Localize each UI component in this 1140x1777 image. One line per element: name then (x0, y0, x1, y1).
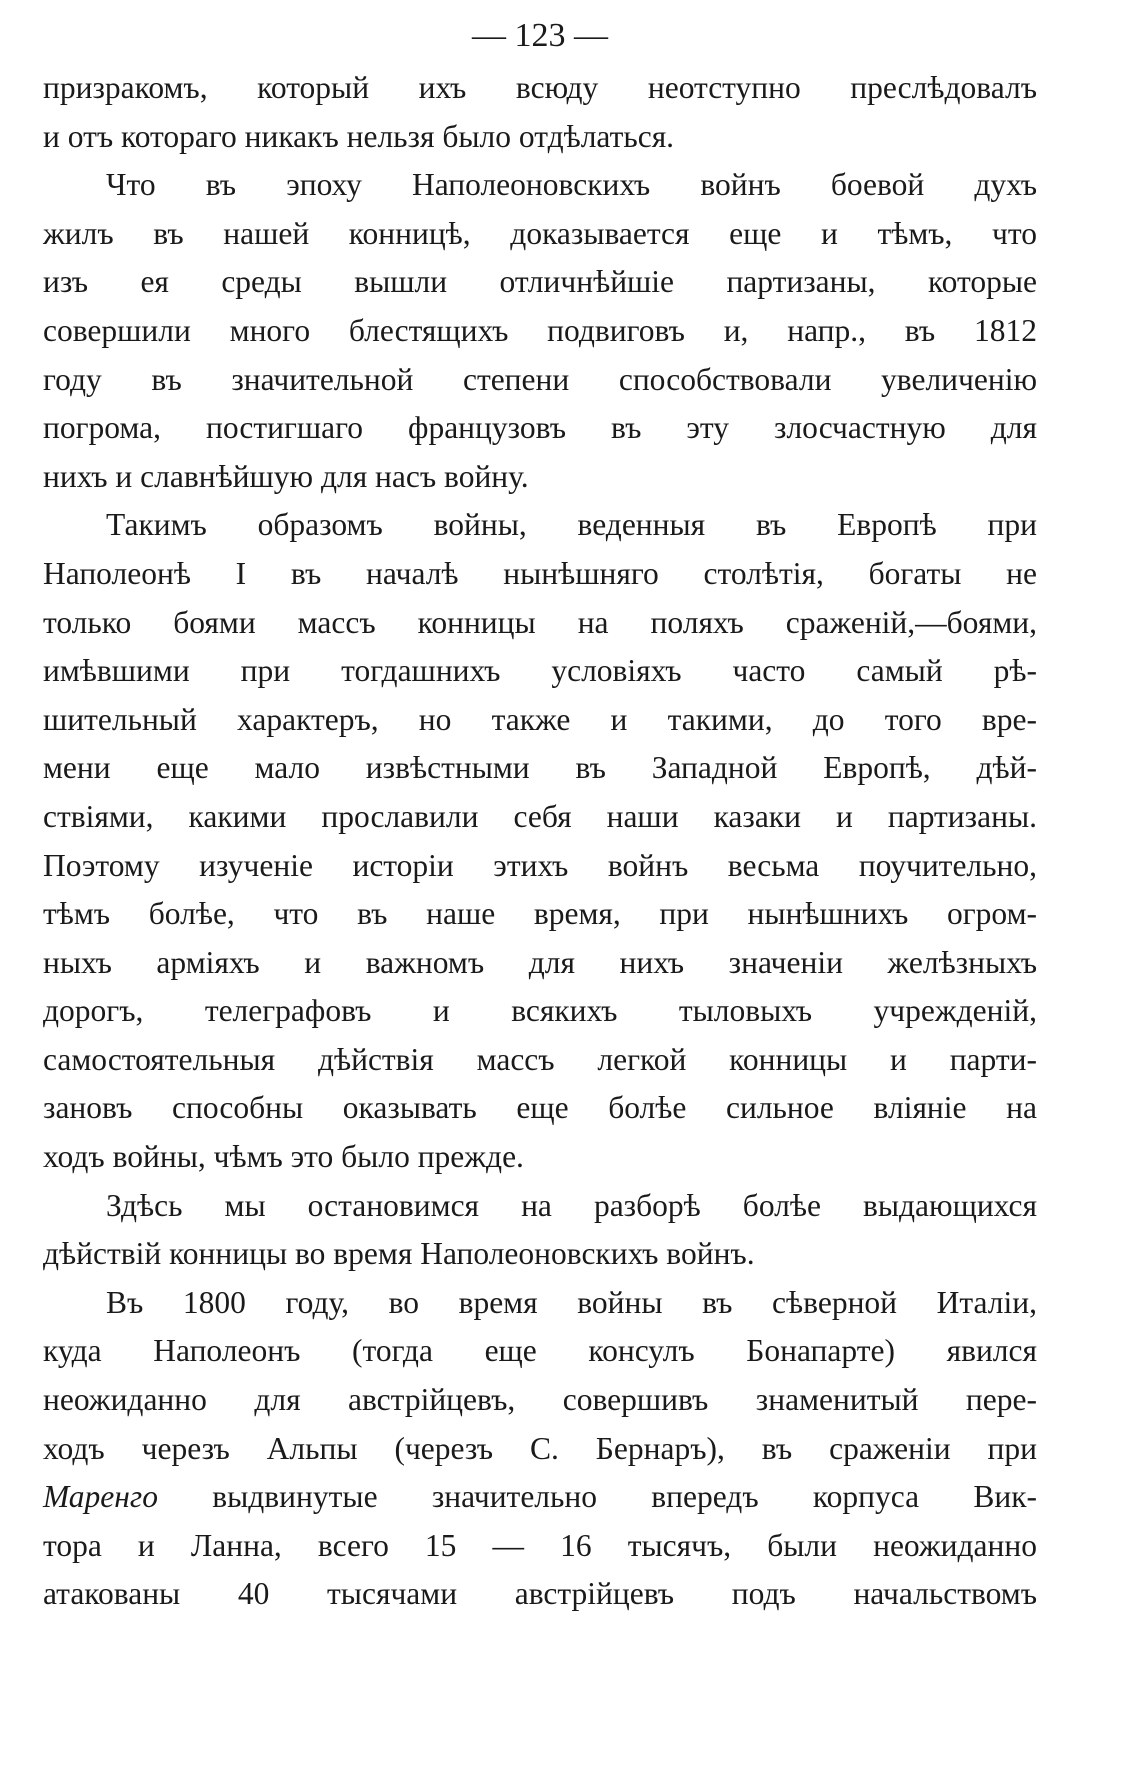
text-line: только боями массъ конницы на поляхъ сраженій,—боями, (43, 604, 1037, 640)
text-line: имѣвшими при тогдашнихъ условіяхъ часто самый рѣ- (43, 653, 1037, 689)
text-line: дѣйствій конницы во время Наполеоновскихъ войнъ. (43, 1236, 755, 1272)
paragraph-5 (43, 1279, 1037, 1619)
text-line: жилъ въ нашей конницѣ, доказывается еще и тѣмъ, что (43, 215, 1037, 251)
italic-place-name: Маренго (43, 1479, 158, 1515)
paragraph-4 (43, 1182, 1037, 1279)
page-number: — 123 — (472, 17, 608, 54)
text-line: ходъ войны, чѣмъ это было прежде. (43, 1139, 524, 1175)
text-line: зановъ способны оказывать еще болѣе сильное вліяніе на (43, 1090, 1037, 1126)
text-line: шительный характеръ, но также и такими, до того вре- (43, 701, 1037, 737)
text-line: Поэтому изученіе исторіи этихъ войнъ весьма поучительно, (43, 847, 1037, 883)
text-line: нихъ и славнѣйшую для насъ войну. (43, 458, 529, 494)
text-line: погрома, постигшаго французовъ въ эту злосчастную для (43, 410, 1037, 446)
text-line: изъ ея среды вышли отличнѣйшіе партизаны, которые (43, 264, 1037, 300)
text-fragment: выдвинутые значительно впередъ корпуса Вик- (157, 1479, 1037, 1515)
text-line: ходъ черезъ Альпы (черезъ С. Бернаръ), въ сраженіи при (43, 1430, 1037, 1466)
text-line: Такимъ образомъ войны, веденныя въ Европѣ при (106, 507, 1037, 543)
paragraph-1 (43, 64, 1037, 161)
text-line: неожиданно для австрійцевъ, совершивъ знаменитый пере- (43, 1382, 1037, 1418)
text-line: куда Наполеонъ (тогда еще консулъ Бонапарте) явился (43, 1333, 1037, 1369)
text-line: ствіями, какими прославили себя наши казаки и партизаны. (43, 798, 1037, 834)
text-line: атакованы 40 тысячами австрійцевъ подъ начальствомъ (43, 1576, 1037, 1612)
text-line: Въ 1800 году, во время войны въ сѣверной Италіи, (106, 1284, 1037, 1320)
text-line: ныхъ арміяхъ и важномъ для нихъ значеніи желѣзныхъ (43, 944, 1037, 980)
text-line: самостоятельныя дѣйствія массъ легкой конницы и парти- (43, 1041, 1037, 1077)
text-line: призракомъ, который ихъ всюду неотступно преслѣдовалъ (43, 70, 1037, 105)
text-line: совершили много блестящихъ подвиговъ и, напр., въ 1812 (43, 312, 1037, 348)
text-line: и отъ котораго никакъ нельзя было отдѣлаться. (43, 118, 675, 154)
paragraph-3 (43, 501, 1037, 1181)
text-line: Наполеонѣ I въ началѣ нынѣшняго столѣтія, богаты не (43, 555, 1037, 591)
text-line-with-italic (43, 1473, 1037, 1522)
text-line: Здѣсь мы остановимся на разборѣ болѣе выдающихся (106, 1187, 1037, 1223)
text-line: мени еще мало извѣстными въ Западной Европѣ, дѣй- (43, 750, 1037, 786)
text-line: Что въ эпоху Наполеоновскихъ войнъ боевой духъ (106, 167, 1037, 203)
text-line: тора и Ланна, всего 15 — 16 тысячъ, были неожиданно (43, 1527, 1037, 1563)
book-page (43, 14, 1037, 1619)
text-line: году въ значительной степени способствовали увеличенію (43, 361, 1037, 397)
text-line: тѣмъ болѣе, что въ наше время, при нынѣшнихъ огром- (43, 896, 1037, 932)
text-line: дорогъ, телеграфовъ и всякихъ тыловыхъ учрежденій, (43, 993, 1037, 1029)
paragraph-2 (43, 161, 1037, 501)
